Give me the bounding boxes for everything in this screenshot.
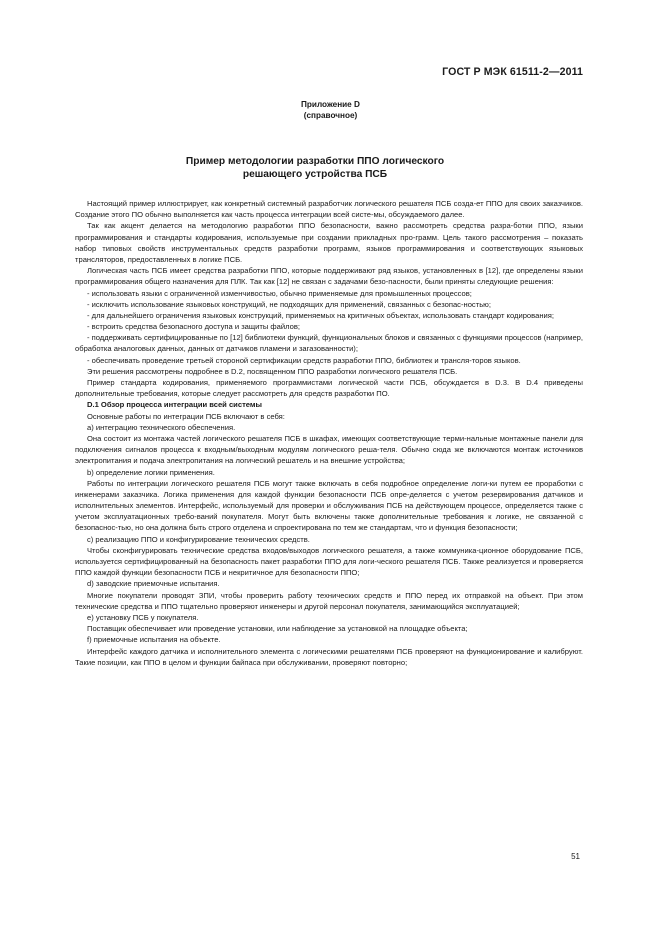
page-number: 51 — [571, 852, 580, 861]
item-d-label: d) заводские приемочные испытания. — [87, 579, 220, 589]
list-item-secure-access: - встроить средства безопасного доступа и защиты файлов; — [87, 322, 301, 332]
title-line-2: решающего устройства ПСБ — [242, 169, 388, 180]
list-item-languages: - использовать языки с ограниченной изменчивостью, обычно применяемые для промышленных процессов; — [87, 288, 472, 298]
item-e-label: e) установку ПСБ у покупателя. — [87, 612, 199, 622]
item-f-text: Интерфейс каждого датчика и исполнительного элемента с логическими решателями ПСБ проверяют на функционирование и калибруют. Такие позиции, как ППО в целом и функции байпаса при обслуживании, проверяют повторно; — [75, 646, 583, 667]
paragraph-d3-d4-ref: Пример стандарта кодирования, применяемого программистами логической части ПСБ, обсуждается в D.3. В D.4 приведены дополнительные требования, которые следует рассмотреть для средств разработки ПО. — [75, 378, 583, 399]
item-f-label: f) приемочные испытания на объекте. — [87, 635, 221, 645]
item-a-label: а) интеграцию технического обеспечения. — [87, 422, 236, 432]
item-c-label: c) реализацию ППО и конфигурирование технических средств. — [87, 534, 310, 544]
section-heading-d1: D.1 Обзор процесса интеграции всей системы — [87, 400, 263, 410]
item-e-text: Поставщик обеспечивает или проведение установки, или наблюдение за установкой на площадке объекта; — [87, 624, 468, 634]
paragraph-d2-ref: Эти решения рассмотрены подробнее в D.2, посвященном ППО разработки логического решателя ПСБ. — [87, 366, 458, 376]
standard-header: ГОСТ Р МЭК 61511-2—2011 — [442, 66, 583, 78]
paragraph-logic-part: Логическая часть ПСБ имеет средства разработки ППО, которые поддерживают ряд языков, установленных в [12], где определены языки программирования общего назначения для ПЛК. Так как [12] не связан с задачами безо-пасности, были приняты следующие решения: — [75, 266, 583, 287]
list-item-exclude-constructs: - исключить использование языковых конструкций, не подходящих для применений, связанных с безопас-ностью; — [87, 299, 491, 309]
list-item-libraries: - поддерживать сертифицированные по [12] библиотеки функций, функциональных блоков и связанных с функциями процессов (например, обработка аналоговых данных, данных от датчиков пламени и загазованности); — [75, 333, 583, 354]
item-c-text: Чтобы сконфигурировать технические средства входов/выходов логического решателя, а также коммуника-ционное оборудование ПСБ, используется сертифицированный на безопасность пакет разработки ППО для логи-ческого решателя ПСБ. Также реализуется и проверяется ППО каждой функции безопасности ПСБ и некритичное для безопасности ППО; — [75, 545, 583, 578]
paragraph-main-works: Основные работы по интеграции ПСБ включают в себя: — [87, 411, 285, 421]
paragraph-intro: Настоящий пример иллюстрирует, как конкретный системный разработчик логического решателя ПСБ созда-ет ППО для своих заказчиков. Создание этого ПО обычно выполняется как часть процесса интеграции всей систе-мы, обсуждаемого далее. — [75, 199, 583, 220]
item-b-text: Работы по интеграции логического решателя ПСБ могут также включать в себя подробное определение логи-ки путем ее проработки с инженерами заказчика. Логика применения для каждой функции безопасности ПСБ опре-деляется с учетом резервирования датчиков и исполнительных элементов. Интерфейс, используемый для проверки и обслуживания ПСБ на действующем процессе, определяется также с учетом эксплуатационных требо-ваний покупателя. Могут быть включены также дополнительные требования к логике, не связанной с безопаснос-тью, но она должна быть строго отделена и спроектирована по тем же стандартам, что и функция безопасности; — [75, 478, 583, 533]
appendix-note: (справочное) — [303, 111, 358, 120]
item-b-label: b) определение логики применения. — [87, 467, 215, 477]
title-line-1: Пример методологии разработки ППО логического — [185, 156, 445, 167]
document-title — [0, 155, 630, 181]
item-d-text: Многие покупатели проводят ЗПИ, чтобы проверить работу технических средств и ППО перед их отправкой на объект. При этом технические средства и ППО тщательно проверяют инженеры и другой персонал покупателя, занимающийся эксплуатацией; — [75, 590, 583, 611]
appendix-label: Приложение D — [301, 100, 360, 109]
list-item-certification: - обеспечивать проведение третьей стороной сертификации средств разработки ППО, библиотек и трансля-торов языков. — [87, 355, 521, 365]
list-item-coding-standard: - для дальнейшего ограничения языковых конструкций, применяемых на критичных объектах, использовать стандарт кодирования; — [87, 310, 554, 320]
paragraph-focus: Так как акцент делается на методологию разработки ППО безопасности, важно рассмотреть средства разра-ботки ППО, языки программирования и стандарты кодирования, используемые при создании прикладных про-грамм. Цель такого рассмотрения – показать набор типовых свойств инструментальных средств разработки программ, языков программирования и соответствующих языковых трансляторов, предоставленных в логике ПСБ. — [75, 221, 583, 264]
item-a-text: Она состоит из монтажа частей логического решателя ПСБ в шкафах, имеющих соответствующие терми-нальные монтажные панели для подключения сигналов процесса к входным/выходным модулям логического реша-теля. Обычно сюда же включаются монтаж источников электропитания и подача электропитания на логический решатель и на внешние устройства; — [75, 433, 583, 466]
body-text — [75, 198, 583, 668]
